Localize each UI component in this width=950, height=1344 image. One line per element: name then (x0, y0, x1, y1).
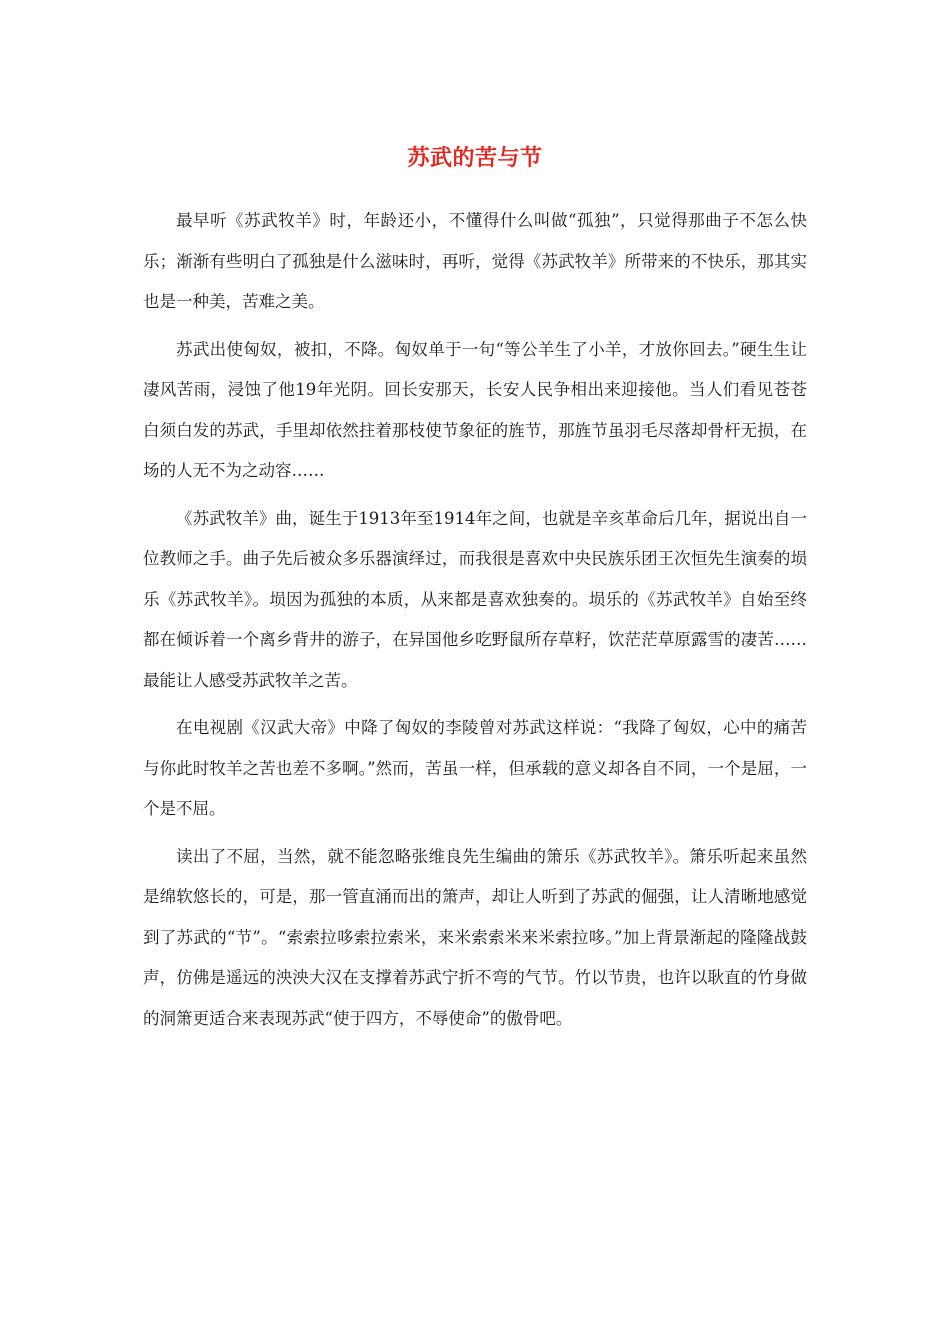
paragraph-2: 苏武出使匈奴，被扣，不降。匈奴单于一句“等公羊生了小羊，才放你回去。”硬生生让凄风苦雨，浸蚀了他19年光阴。回长安那天，长安人民争相出来迎接他。当人们看见苍苍白须白发的苏武，手里却依然拄着那枝使节象征的旌节，那旌节虽羽毛尽落却骨杆无损，在场的人无不为之动容…… (143, 339, 807, 480)
paragraph-1: 最早听《苏武牧羊》时，年龄还小，不懂得什么叫做“孤独”，只觉得那曲子不怎么快乐；渐渐有些明白了孤独是什么滋味时，再听，觉得《苏武牧羊》所带来的不快乐，那其实也是一种美，苦难之美。 (143, 211, 807, 311)
paragraph-4: 在电视剧《汉武大帝》中降了匈奴的李陵曾对苏武这样说：“我降了匈奴，心中的痛苦与你此时牧羊之苦也差不多啊。”然而，苦虽一样，但承载的意义却各自不同，一个是屈，一个是不屈。 (143, 718, 807, 818)
document-title: 苏武的苦与节 (407, 146, 543, 171)
paragraph-3: 《苏武牧羊》曲，诞生于1913年至1914年之间，也就是辛亥革命后几年，据说出自一位教师之手。曲子先后被众多乐器演绎过，而我很是喜欢中央民族乐团王次恒先生演奏的埙乐《苏武牧羊》。埙因为孤独的本质，从来都是喜欢独奏的。埙乐的《苏武牧羊》自始至终都在倾诉着一个离乡背井的游子，在异国他乡吃野鼠所存草籽，饮茫茫草原露雪的凄苦……最能让人感受苏武牧羊之苦。 (143, 508, 807, 690)
paragraph-5: 读出了不屈，当然，就不能忽略张维良先生编曲的箫乐《苏武牧羊》。箫乐听起来虽然是绵软悠长的，可是，那一管直涌而出的箫声，却让人听到了苏武的倔强，让人清晰地感觉到了苏武的“节”。“索索拉哆索拉索米，来米索索米来米索拉哆。”加上背景渐起的隆隆战鼓声，仿佛是遥远的泱泱大汉在支撑着苏武宁折不弯的气节。竹以节贵，也许以耿直的竹身做的洞箫更适合来表现苏武“使于四方，不辱使命”的傲骨吧。 (143, 846, 807, 1028)
document-body (143, 201, 807, 1046)
